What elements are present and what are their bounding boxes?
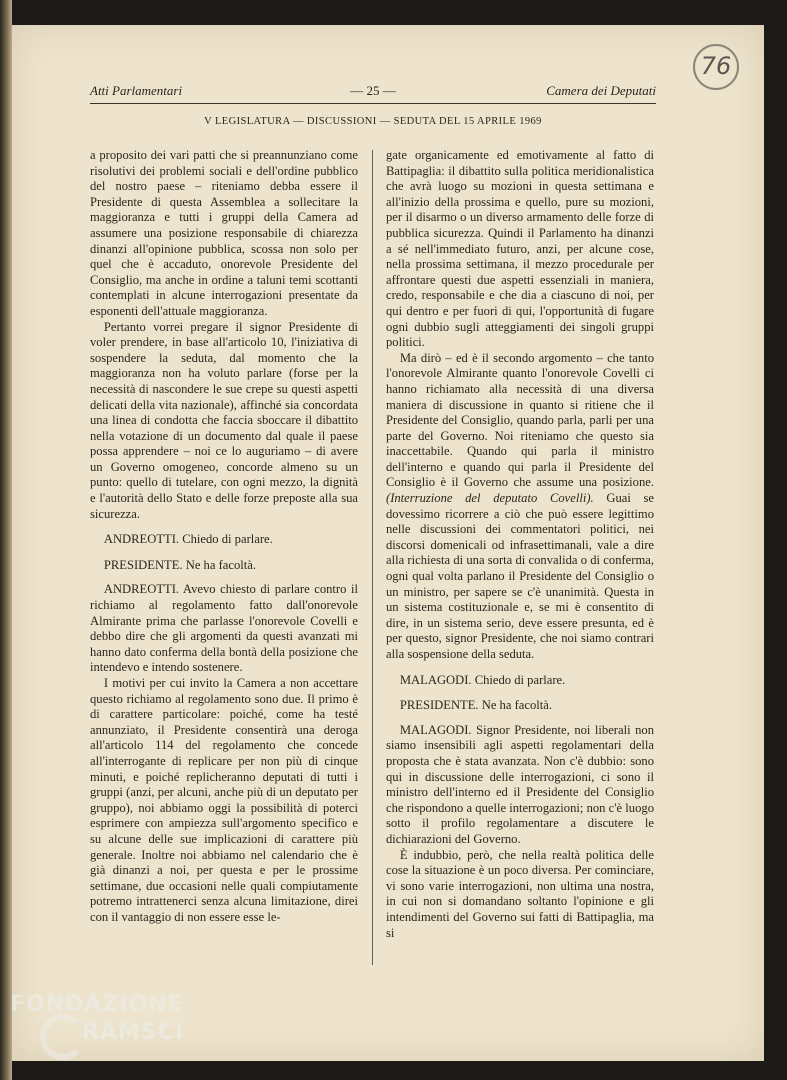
column-divider: [372, 150, 373, 965]
watermark-text-2: RAMSCI: [82, 1020, 185, 1045]
interruption-note: (Interruzione del deputato Covelli).: [386, 491, 594, 506]
watermark-text: FONDAZIONE: [10, 992, 184, 1017]
paragraph: Pertanto vorrei pregare il signor Presidente di voler prendere, in base all'articolo 10, l'iniziativa di sospendere la seduta, dal momento che la maggioranza non ha voluto parlare (forse per la necessità di nascondere le sue crepe su questi aspetti delicati della vita nazionale), affinché sia concordata una linea di condotta che faccia sboccare il dibattito nella votazione di un documento dal quale il paese possa apprendere – noi ce lo auguriamo – di avere un Governo omogeneo, concorde almeno su un punto: quello di tutelare, con ogni mezzo, la dignità e l'autorità dello Stato e delle forze preposte alla sua sicurezza.: [90, 319, 358, 521]
paragraph: gate organicamente ed emotivamente al fatto di Battipaglia: il dibattito sulla politica meridionalistica che avrà luogo su mozioni in questa settimana e all'inizio della prossima e quello, pure su mozioni, per il disarmo o un diverso armamento delle forze di pubblica sicurezza. Quindi il Parlamento ha dinanzi a sé nell'immediato futuro, anzi, per alcune cose, nella prossima settimana, il mezzo procedurale per affrontare questi due aspetti essenziali in maniera, credo, responsabile e che dia a ciascuno di noi, per qui dentro e per fuori di qui, l'opportunità di fugare ogni dubbio sugli atteggiamenti dei singoli gruppi politici.: [386, 148, 654, 350]
paragraph: ANDREOTTI. Avevo chiesto di parlare contro il richiamo al regolamento fatto dall'onorevole Almirante prima che parlasse l'onorevole Covelli e debbo dire che gli argomenti da questi avanzati mi hanno dato conferma della bontà della posizione che intendevo e intendo sostenere.: [90, 582, 358, 675]
book-spine: [0, 0, 12, 1080]
right-column: [386, 148, 654, 941]
paragraph: a proposito dei vari patti che si preannunziano come risolutivi dei problemi sociali e dell'ordine pubblico del nostro paese – riteniamo debba essere il Presidente di questa Assemblea a sollecitare la maggioranza e tutti i gruppi della Camera ad assumere una posizione responsabile di chiarezza dinanzi all'opinione pubblica, scossa non solo per quel che è accaduto, onorevole Presidente del Consiglio, ma anche in ordine a taluni temi scottanti contemplati in alcune interrogazioni presentate da esponenti dell'attuale maggioranza.: [90, 148, 358, 318]
left-column: [90, 148, 358, 926]
watermark-g-logo-icon: [40, 1014, 86, 1060]
paragraph: MALAGODI. Signor Presidente, noi liberali non siamo insensibili agli aspetti regolamentari della proposta che è stata avanzata. Non c'è dubbio: sono qui in discussione delle interrogazioni, ci sono il ministro dell'interno ed il Presidente del Consiglio che rispondono a quelle interrogazioni; non c'è luogo sotto il profilo regolamentare a discutere le dichiarazioni del Governo.: [386, 722, 654, 846]
page-number: — 25 —: [350, 83, 396, 98]
speaker-line: ANDREOTTI. Chiedo di parlare.: [103, 532, 273, 547]
speaker-line: PRESIDENTE. Ne ha facoltà.: [399, 698, 552, 713]
paragraph: È indubbio, però, che nella realtà politica delle cose la situazione è un poco diversa. Per cominciare, vi sono varie interrogazioni, non ultima una nostra, in cui non si domandano soltanto l'opinione e gli intendimenti del Governo sui fatti di Battipaglia, ma si: [386, 847, 654, 940]
paragraph: I motivi per cui invito la Camera a non accettare questo richiamo al regolamento sono due. Il primo è di carattere particolare: poiché, come ha testé annunziato, il Presidente consentirà una deroga all'articolo 114 del regolamento che concede all'interrogante di replicare per non più di cinque minuti, e poiché replicheranno deputati di tutti i gruppi (anzi, per alcuni, anche più di un deputato per gruppo), noi abbiamo oggi la possibilità di poterci esprimere con ampiezza sull'argomento specifico e su alcune delle sue implicazioni di carattere più generale. Inoltre noi abbiamo nel calendario che è già dinanzi a noi, per questa e per le prossime settimane, due occasioni nelle quali compiutamente potremo intrattenerci senza alcuna limitazione, direi con il vantaggio di non essere esse le-: [90, 676, 358, 924]
paragraph: [386, 351, 654, 663]
header-left: Atti Parlamentari: [90, 83, 183, 98]
header-rule: [90, 103, 656, 104]
running-header: [90, 83, 656, 101]
speaker-line: PRESIDENTE. Ne ha facoltà.: [103, 557, 256, 572]
handwritten-folio-mark: 76: [693, 44, 739, 90]
session-subheader: V LEGISLATURA — DISCUSSIONI — SEDUTA DEL 15 APRILE 1969: [204, 116, 542, 127]
paragraph-text: Ma dirò – ed è il secondo argomento – che tanto l'onorevole Almirante quanto l'onorevole Covelli ci hanno richiamato alla necessità di una diversa maniera di discussione in quanto si ritiene che il Presidente del Consiglio, quando parla, parli per una parte del Governo. Noi riteniamo che questo sia inaccettabile. Quando qui parla il ministro dell'interno e quando qui parla il Presidente del Consiglio è il Governo che assume una posizione.: [386, 350, 654, 490]
speaker-line: MALAGODI. Chiedo di parlare.: [399, 672, 566, 687]
header-right: Camera dei Deputati: [546, 83, 656, 98]
paragraph-text: Guai se dovessimo ricorrere a ciò che può essere legittimo nelle discussioni dei commentatori politici, nei discorsi domenicali od infrasettimanali, vale a dire alla richiesta di una sorta di convalida o di conferma, ogni qual volta parlano il Presidente del Consiglio o un ministro, per sapere se c'è unanimità. Questa in un sistema costituzionale e, se mi è consentito di dire, in un sistema serio, deve essere presunta, ed è per questo, signor Presidente, che noi siamo contrari alla sospensione della seduta.: [386, 491, 655, 661]
